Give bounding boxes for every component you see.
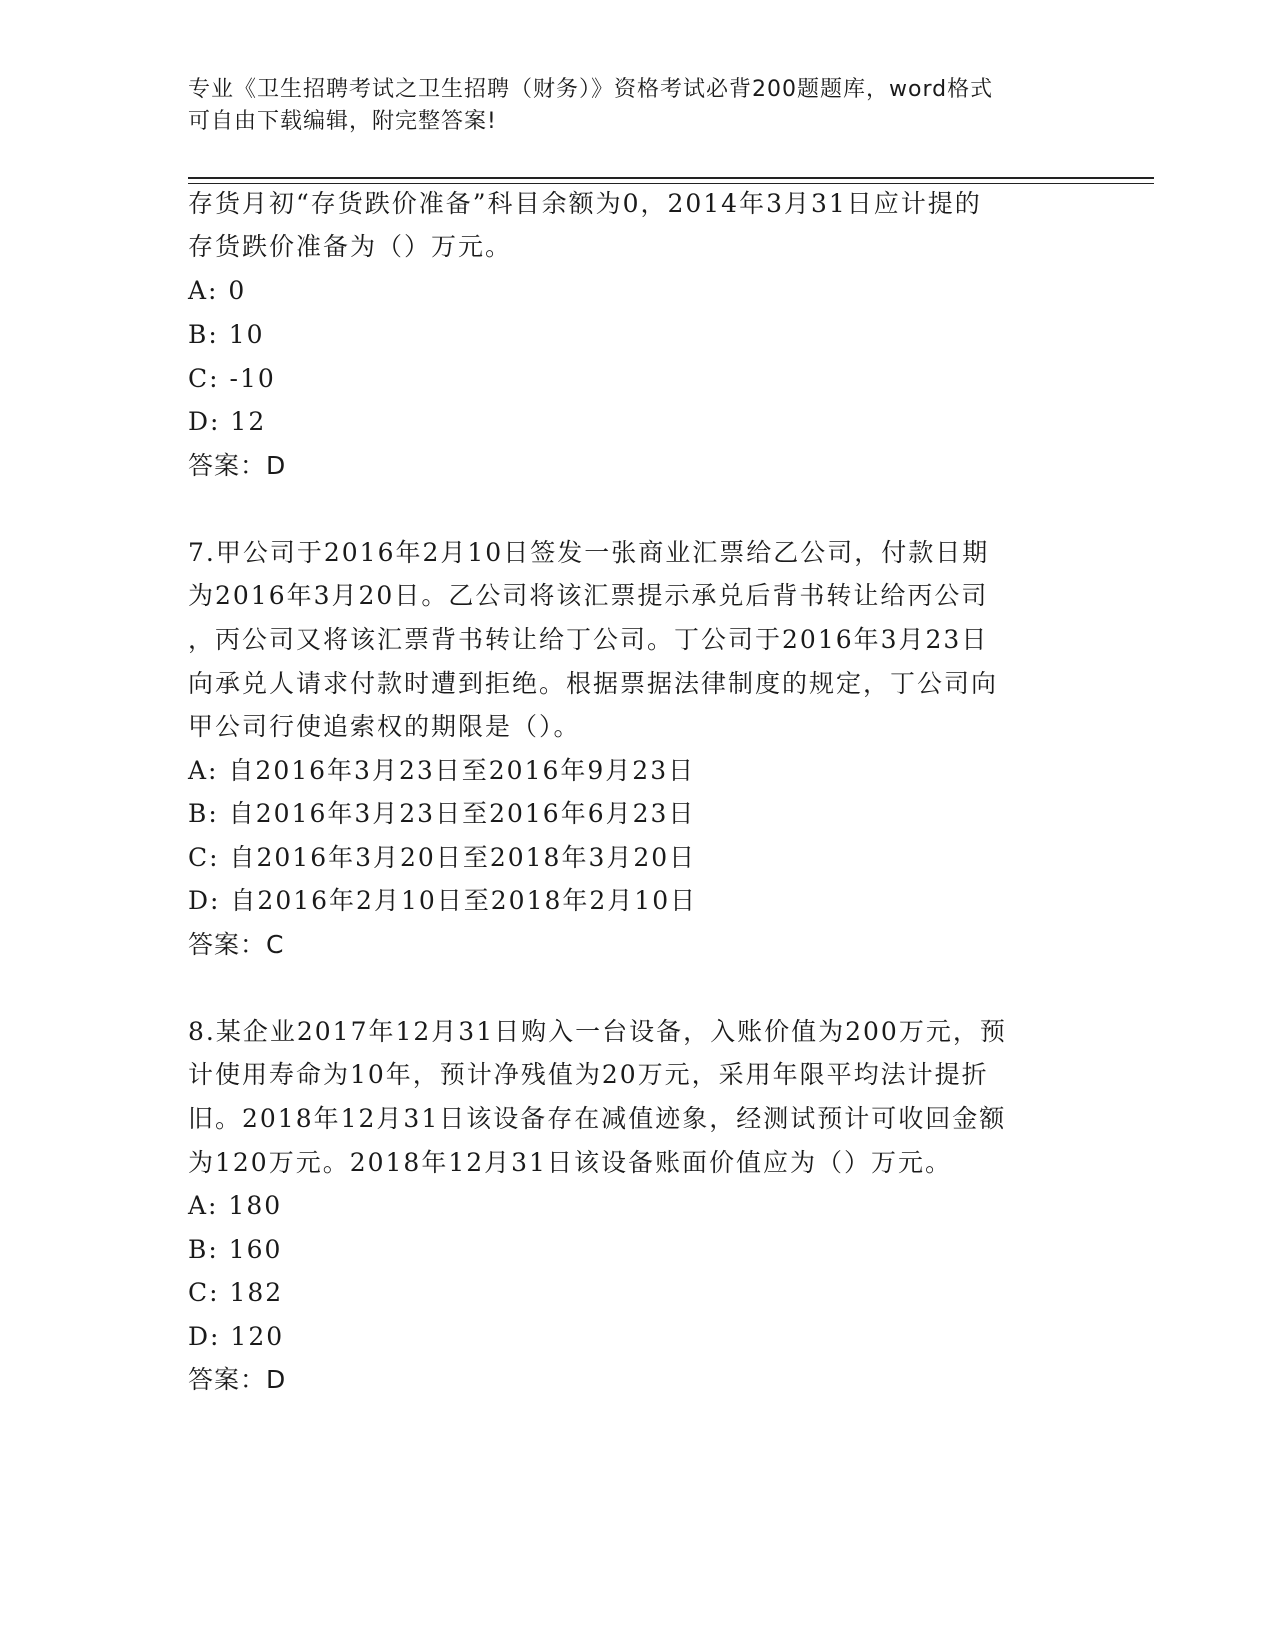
q7-option-a: A: 自2016年3月23日至2016年9月23日 [188,756,696,785]
q6-option-c: C: -10 [188,364,276,393]
q7-stem-line: ，丙公司又将该汇票背书转让给丁公司。丁公司于2016年3月23日 [188,625,989,654]
q7-option-c: C: 自2016年3月20日至2018年3月20日 [188,843,697,872]
q7-option-d: D: 自2016年2月10日至2018年2月10日 [188,886,698,915]
q6-stem-line: 存货月初“存货跌价准备”科目余额为0，2014年3月31日应计提的 [188,189,982,218]
q8-stem-line: 旧。2018年12月31日该设备存在减值迹象，经测试预计可收回金额 [188,1104,1007,1133]
q8-option-d: D: 120 [188,1322,285,1351]
header-rule-thin [188,183,1154,184]
q6-stem-line: 存货跌价准备为（）万元。 [188,232,513,261]
q8-answer: 答案：D [188,1365,287,1394]
q6-option-d: D: 12 [188,407,267,436]
q8-stem-line: 计使用寿命为10年，预计净残值为20万元，采用年限平均法计提折 [188,1060,989,1089]
q6-option-a: A: 0 [188,276,247,305]
q7-option-b: B: 自2016年3月23日至2016年6月23日 [188,799,696,828]
q6-answer: 答案：D [188,451,287,480]
q8-stem-line: 为120万元。2018年12月31日该设备账面价值应为（）万元。 [188,1148,952,1177]
q7-stem-line: 为2016年3月20日。乙公司将该汇票提示承兑后背书转让给丙公司 [188,581,989,610]
q8-option-c: C: 182 [188,1278,284,1307]
q7-answer: 答案：C [188,930,285,959]
q7-stem-line: 甲公司行使追索权的期限是（）。 [188,712,581,741]
document-header [188,74,1068,138]
q7-stem-line: 向承兑人请求付款时遭到拒绝。根据票据法律制度的规定，丁公司向 [188,669,999,698]
q8-option-a: A: 180 [188,1191,283,1220]
header-line-1: 专业《卫生招聘考试之卫生招聘（财务）》资格考试必背200题题库，word格式 [188,77,994,102]
header-line-2: 可自由下载编辑，附完整答案! [188,109,497,134]
q8-stem-line: 8.某企业2017年12月31日购入一台设备，入账价值为200万元，预 [188,1017,1007,1046]
q7-stem-line: 7.甲公司于2016年2月10日签发一张商业汇票给乙公司，付款日期 [188,538,990,567]
q8-option-b: B: 160 [188,1235,283,1264]
q6-option-b: B: 10 [188,320,265,349]
header-rule-thick [188,177,1154,179]
